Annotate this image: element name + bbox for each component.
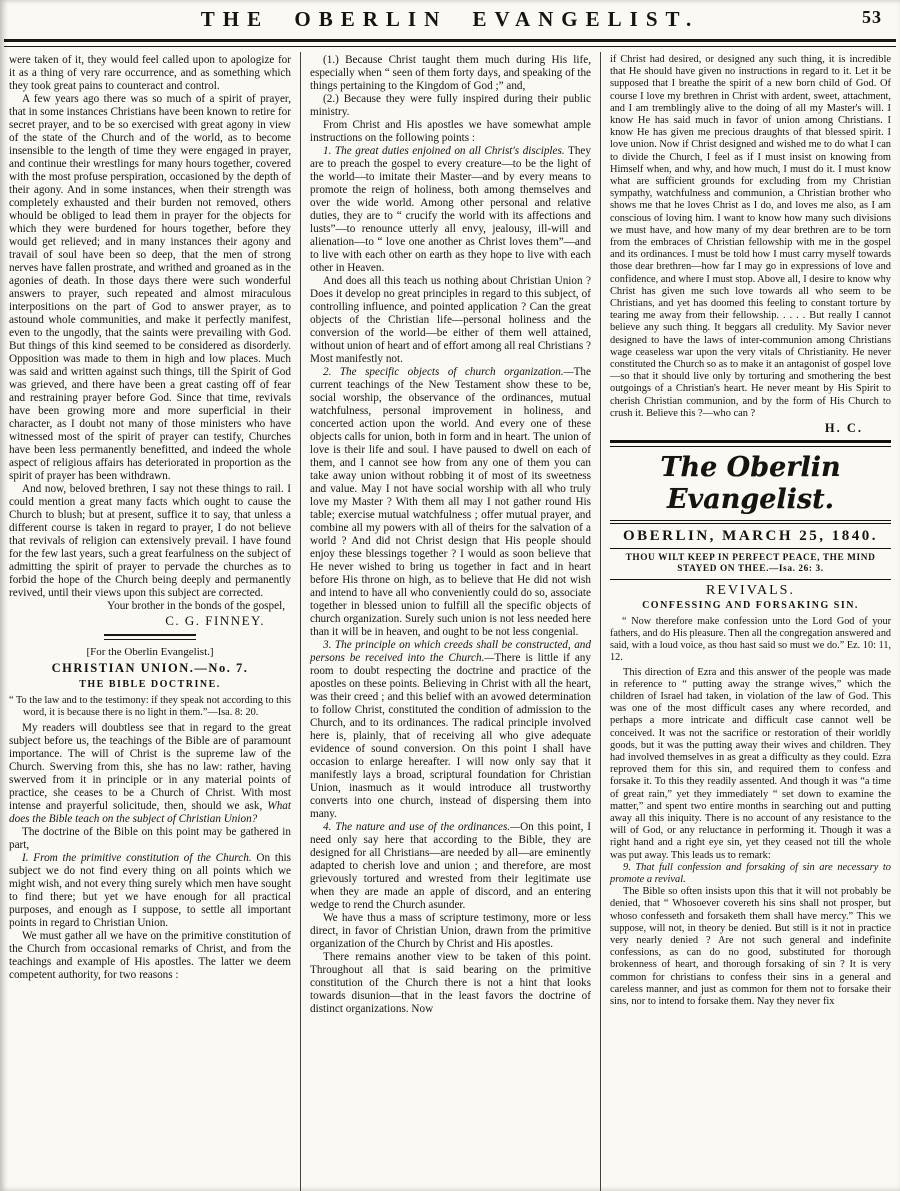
scripture-epigraph: “ To the law and to the testimony: if they speak not according to this word, it is because there is no light in them.”—Isa. 8: 20. [9, 695, 291, 718]
paragraph: A few years ago there was so much of a spirit of prayer, that in some instances Christians have been known to retire for secret prayer, and to be so exercised with great agony in view of the state of the Church and of the world, as to become insensible to the length of time they were engaged in prayer, and continue their wrestlings for many hours together, covered with the most profuse perspiration, occasioned by the depth of their agony. And in some instances, when their strength was completely exhausted and their burden not removed, others whould be obliged to lead them in prayer for the objects for which they were burdened for hours together, before they would get relieved; and in many instances their agony and travail of soul have been so deep, that the men of strong nerves have fallen prostrate, and writhed and groaned as in the agonies of death. In those days there were such wonderful answers to prayer, such repeated and almost miraculous interpositions on the part of God to answer prayer, as to astound whole communities, and make it perfectly manifest, even to the ungodly, that the saints were prevailing with God. But things of this kind seemed to be considered as disorderly. Opposition was made to them in high and low places. Much was said and written against such things, till the Spirit of God was grieved, and there have been a great casting off of fear and restraining prayer before God. Since that time, revivals have been growing more and more superficial in their character, as I doubt not many of those ministers who have witnessed most of the spirit of prayer can testify, Churches have been less permanently benefitted, and indeed the whole aspect of religious affairs has deteriorated in proportion as the spirit of prayer has been withdrawn. [9, 93, 291, 482]
dateline-rule [610, 548, 891, 549]
numbered-point [310, 145, 591, 275]
point-lead: I. From the primitive constitution of the Church. [22, 852, 252, 864]
page-number: 53 [862, 7, 882, 27]
section-divider [104, 634, 196, 640]
title-rule [610, 520, 891, 524]
article-title: CHRISTIAN UNION.—No. 7. [51, 661, 249, 675]
column-2 [300, 52, 600, 1191]
paper-title-blackletter: The Oberlin Evangelist. [660, 452, 841, 516]
masthead [0, 0, 900, 37]
article-attribution: [For the Oberlin Evangelist.] [86, 646, 214, 658]
editorial-top-rule [610, 440, 891, 447]
point-text: On this subject we do not find every thing on all points which we might wish, and not every thing surely which men have sought to find there; but yet we have enough for all practical purposes, and enough as I suppose, to settle all important points in regard to Christian Union. [9, 852, 291, 929]
paragraph: From Christ and His apostles we have somewhat ample instructions on the following points : [310, 119, 591, 144]
masthead-rule [4, 39, 896, 47]
paragraph: The Bible so often insists upon this that it will not probably be denied, that “ Whosoever covereth his sins shall not prosper, but whoso confesseth and forsaketh them shall have mercy.” This we suppose, will not, in theory be denied. But still is it not in practice very nearly denied ? Are not such general and indefinite confessions, as can do no good, substituted for thorough brokenness of heart, and thorough forsaking of sin ? It is very common for christians to confess their sins in a general and careless manner, and just as common for them not to forsake their sins, nor to intend to forsake them. Nay they never fix [610, 886, 891, 1008]
section-title: REVIVALS. [706, 582, 795, 598]
article-subtitle: THE BIBLE DOCTRINE. [79, 679, 221, 690]
point-text: On this point, I need only say here that according to the Bible, they are designed for all Christians—are needed by all—are eminently adapted to cherish love and union ; and therefore, are most grievously tortured and wrested from their legitimate use when they are made an apple of discord, and an entering wedge to rend the Church asunder. [310, 821, 592, 911]
author-signature: C. G. FINNEY. [165, 613, 265, 628]
numbered-remark: 9. That full confession and forsaking of sin are necessary to promote a revival. [610, 861, 891, 885]
paragraph-text: My readers will doubtless see that in regard to the great subject before us, the teachings of the Bible are of paramount importance. The will of Christ is the supreme law of the Church. Swerving from this, she has no law: rather, having swerved from it in principle or in any material points of practice, she ceases to be a Church of Christ. With most intense and prayerful solicitude, then, should we ask, [9, 722, 291, 812]
paragraph: (1.) Because Christ taught them much during His life, especially when “ seen of them forty days, and speaking of the things pertaining to the Kingdom of God ;” and, [310, 54, 591, 92]
scripture-epigraph: “ Now therefore make confession unto the Lord God of your fathers, and do His pleasure. Then all the congregation answered and said, with a loud voice, as thou hast said so must we do.” Ez. 10: 11, 12. [610, 615, 892, 663]
paragraph: We have thus a mass of scripture testimony, more or less direct, in favor of Christian Union, drawn from the primitive organization of the Church by Christ and His apostles. [310, 912, 591, 950]
paragraph: The doctrine of the Bible on this point may be gathered in part, [9, 826, 291, 851]
paragraph: We must gather all we have on the primitive constitution of the Church from occasional remarks of Christ, and from the teachings and example of His apostles. The latter we deem competent authority, for two reasons : [9, 930, 291, 981]
numbered-point [310, 366, 591, 639]
column-3 [600, 52, 900, 1191]
numbered-point [310, 821, 591, 912]
motto-rule [610, 579, 891, 580]
motto: THOU WILT KEEP IN PERFECT PEACE, THE MIND STAYED ON THEE.—Isa. 26: 3. [625, 552, 876, 574]
paragraph: if Christ had desired, or designed any such thing, it is incredible that He should have given no instructions in regard to it. Let it be supposed that I breathe the spirit of a new born child of God. Of course I love my brethren in Christ with ardent, sweet, attachment, and I am tremblingly alive to the doing of all my Master's will. I know He has said much in favor of union among Christians. I know He has given me precious draughts of that blessed spirit. I love union. Now if Christ designed and wished me to do what I can to divide the Church, I feel as if I must insist on knowing from Himself when, and why, and how much, I must do it. I must know what are sufficient grounds for excluding from my Christian sympathy, watchfulness and communion, a Christian brother who shows me that he loves Christ as I do, and loves me also, as I am conscious of loving him. I want to know how many such divisions we must have, and how many of my dear brethren are to be torn from the embraces of Christian fellowship with me in the gospel and its ordinances. I must be told how I must carry myself towards those dear brethren—how far I may go in expressions of love and confidence, and where I must stop. Above all, I desire to know why Christ has given me such love towards all who seem to be Christians, and yet has doomed this feeling to constant torture by tearing me away from their fellowship. . . . . But really I cannot believe any such thing. It beggars all credulity. My Savior never designed to have the laws of inter-communion among Christians wage ceaseless war upon the very vitals of Christianity. He never constituted the Church so as to make it an antagonist of gospel love—so that it should live only by torturing and smothering the best outgoings of a Christian's heart. He never meant by His Spirit to cherish Christian communion, and by the form of His Church to crush it. Believe this ?—who can ? [610, 54, 891, 419]
point-text: The current teachings of the New Testament show these to be, social worship, the observance of the ordinances, mutual watchfulness, personal improvement in holiness, and concerted action upon the world. And every one of these objects calls for union, both in form and in heart. The union of love is their life and soul. I have paused to dwell on each of them, and I cannot see how from any one of them you can take away union without robbing it of most of its sweetness and value. May I not have social worship with all who truly love my Master ? With them all may I not gather round His table; exercise mutual watchfulness ; offer mutual prayer, and combine all my powers with all of theirs for the salvation of a world ? And did not Christ design that His people should enjoy these blessings together ? I would as soon believe that He never wished to bring us together in fact and in heart before His throne on high, as to believe that He did not wish and intend to have all who conveniently could do so, associate together in blessed union to fulfill all the specific objects of church organization. Surely such union is not less needed here than it will be in heaven, and ought to be not less congenial. [310, 366, 591, 638]
paragraph: There remains another view to be taken of this point. Throughout all that is said bearing on the primitive constitution of the Church there is not a hint that looks towards disunion—that in the least favors the doctrine of distinct organizations. Now [310, 951, 591, 1015]
closing-line: Your brother in the bonds of the gospel, [107, 600, 285, 612]
author-initials: H. C. [824, 421, 863, 436]
point-lead: 1. The great duties enjoined on all Christ's disciples. [323, 145, 565, 157]
point-text: They are to preach the gospel to every creature—to be the light of the world—to imitate their Master—and by every means to promote the reign of holiness, both among themselves and over the wide world. Among other personal and relative duties, they are to “ crucify the world with its affections and lusts”—to renounce utterly all envy, jealousy, ill-will and alienation—to “ love one another as Christ loves them”—and to live with each other on earth as they hope to live with each other in Heaven. [310, 145, 591, 274]
dateline: OBERLIN, MARCH 25, 1840. [622, 528, 878, 545]
point-lead: 2. The specific objects of church organization.— [323, 366, 574, 378]
paragraph-italic: What does the Bible teach on the subject of Christian Union? [9, 800, 291, 825]
point-lead: 4. The nature and use of the ordinances.— [323, 821, 521, 833]
columns [0, 47, 900, 1191]
paragraph: (2.) Because they were fully inspired during their public ministry. [310, 93, 591, 118]
paragraph [9, 722, 291, 826]
paragraph: This direction of Ezra and this answer of the people was made in reference to “ putting away the strange wives,” which the children of Israel had taken, in violation of the law of God. This was one of the most difficult cases any where recorded, and perhaps a more intricate and difficult case cannot well be conceived. It was not the sacrifice or restoration of their worldly goods, but it was the putting away their wives and children. They had involved themselves in as great a difficulty as they could. Ezra reproved them for this sin, and required them to confess and forsake it. To this they readily assented. And though it was “a time of great rain,” yet they immediately “ set down to examine the matter,” and spent two entire months in searching out and putting away all this iniquity. There is no account of any resistance to the will of God, or any reluctance in performing it. Though it was a right hand and a right eye sin, yet they ceased not till the whole was put away. This leads us to remark: [610, 666, 891, 861]
column-1 [0, 52, 300, 1191]
point-text: There is little if any room to doubt respecting the doctrine and practice of the apostles on these points. Believing in Christ with all the heart, was their creed ; and this belief with an avowed determination to follow Christ, constituted the condition of admission to the Church, and to its ordinances. The radical principle involved here is, plainly, that of receiving all who give adequate evidence of sound conversion. On this point I shall have occasion to enlarge hereafter. I will now only say that it manifestly lays a broad, scriptural foundation for Christian Union, inasmuch as it would introduce all trustworthy converts into one church, instead of dispersing them into many. [310, 652, 591, 820]
numbered-point [310, 639, 591, 821]
paragraph: And does all this teach us nothing about Christian Union ? Does it develop no great principles in regard to this subject, of controlling influence, and pointed application ? Can the great objects of the Christian life—personal holiness and the conversion of the world—be either of them well attained, without union of heart and of effort among all real Christians ? Most manifestly not. [310, 275, 591, 365]
point-lead: 3. The principle on which creeds shall be constructed, and persons be received into the Church.— [310, 639, 591, 664]
paragraph: And now, beloved brethren, I say not these things to rail. I could mention a great many facts which ought to cause the Church to blush; but at present, suffice it to say, that unless a different course is taken in regard to prayer, I do not believe that revivals of religion can extensively prevail. I have found for the few last years, such a great fearfulness on the subject of admitting the spirit of prayer to pervade the churches as to forbid the hope of the Church being deeply and permanently revived, until their views upon this subject are corrected. [9, 483, 291, 599]
paragraph: were taken of it, they would feel called upon to apologize for it as a thing of very rare occurrence, and as something which they took great pains to counteract and control. [9, 54, 291, 92]
numbered-point [9, 852, 291, 930]
article-heading: CONFESSING AND FORSAKING SIN. [642, 599, 859, 611]
newspaper-title: THE OBERLIN EVANGELIST. [200, 7, 700, 31]
